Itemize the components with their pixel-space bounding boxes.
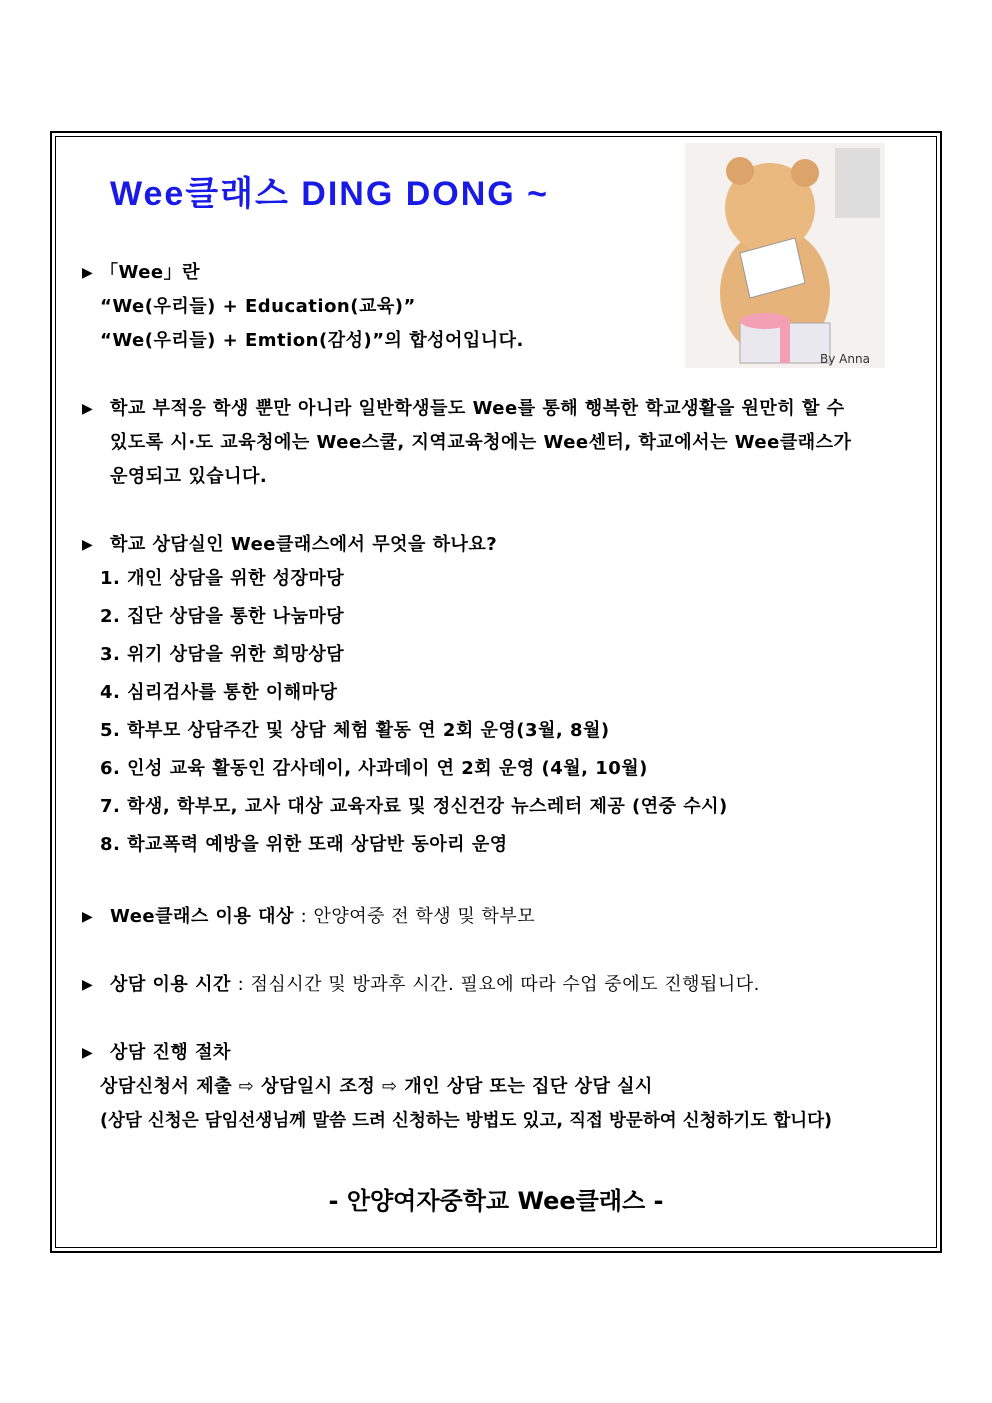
service-item: 3. 위기 상담을 위한 희망상담 — [100, 644, 345, 665]
hours-value: : 점심시간 및 방과후 시간. 필요에 따라 수업 중에도 진행됩니다. — [237, 974, 760, 995]
service-item: 8. 학교폭력 예방을 위한 또래 상담반 동아리 운영 — [100, 834, 508, 855]
intro-line: “We(우리들) + Education(교육)” — [100, 296, 416, 317]
service-item: 4. 심리검사를 통한 이해마당 — [100, 682, 338, 703]
service-item: 5. 학부모 상담주간 및 상담 체험 활동 연 2회 운영(3월, 8월) — [100, 720, 610, 741]
step: 상담일시 조정 — [261, 1076, 376, 1097]
service-item: 6. 인성 교육 활동인 감사데이, 사과데이 연 2회 운영 (4월, 10월) — [100, 758, 648, 779]
bullet-icon: ▶ — [82, 1045, 94, 1061]
bullet-icon: ▶ — [82, 977, 94, 993]
arrow-right-icon: ⇨ — [382, 1076, 398, 1097]
para-line: 학교 부적응 학생 뿐만 아니라 일반학생들도 Wee를 통해 행복한 학교생활을 원만히 할 수 — [110, 398, 845, 419]
hours-line — [110, 973, 760, 997]
procedure-heading: 상담 진행 절차 — [110, 1042, 231, 1063]
service-item: 2. 집단 상담을 통한 나눔마당 — [100, 606, 345, 627]
bullet-icon: ▶ — [82, 401, 94, 417]
step: 상담신청서 제출 — [100, 1076, 232, 1097]
services-heading: 학교 상담실인 Wee클래스에서 무엇을 하나요? — [110, 534, 498, 555]
bullet-icon: ▶ — [82, 537, 94, 553]
credit-text: By Anna — [820, 352, 870, 366]
intro-heading: 「Wee」란 — [100, 262, 201, 283]
bullet-icon: ▶ — [82, 909, 94, 925]
service-item: 7. 학생, 학부모, 교사 대상 교육자료 및 정신건강 뉴스레터 제공 (연중 수시) — [100, 796, 728, 817]
bear-illustration — [685, 143, 885, 368]
procedure-note: (상담 신청은 담임선생님께 말씀 드려 신청하는 방법도 있고, 직접 방문하여 신청하기도 합니다) — [100, 1111, 833, 1131]
service-item: 1. 개인 상담을 위한 성장마당 — [100, 568, 345, 589]
step: 개인 상담 또는 집단 상담 실시 — [404, 1076, 653, 1097]
intro-line: “We(우리들) + Emtion(감성)”의 합성어입니다. — [100, 330, 524, 351]
footer-signature: - 안양여자중학교 Wee클래스 - — [328, 1187, 664, 1215]
target-line — [110, 905, 535, 929]
procedure-steps — [100, 1075, 653, 1099]
para-line: 있도록 시·도 교육청에는 Wee스쿨, 지역교육청에는 Wee센터, 학교에서는 Wee클래스가 — [110, 432, 852, 453]
para-line: 운영되고 있습니다. — [110, 466, 268, 487]
page-title: Wee클래스 DING DONG ~ — [110, 175, 550, 213]
bullet-icon: ▶ — [82, 265, 94, 281]
arrow-right-icon: ⇨ — [238, 1076, 255, 1097]
hours-label: 상담 이용 시간 — [110, 974, 231, 995]
target-label: Wee클래스 이용 대상 — [110, 906, 294, 927]
target-value: : 안양여중 전 학생 및 학부모 — [300, 906, 536, 927]
